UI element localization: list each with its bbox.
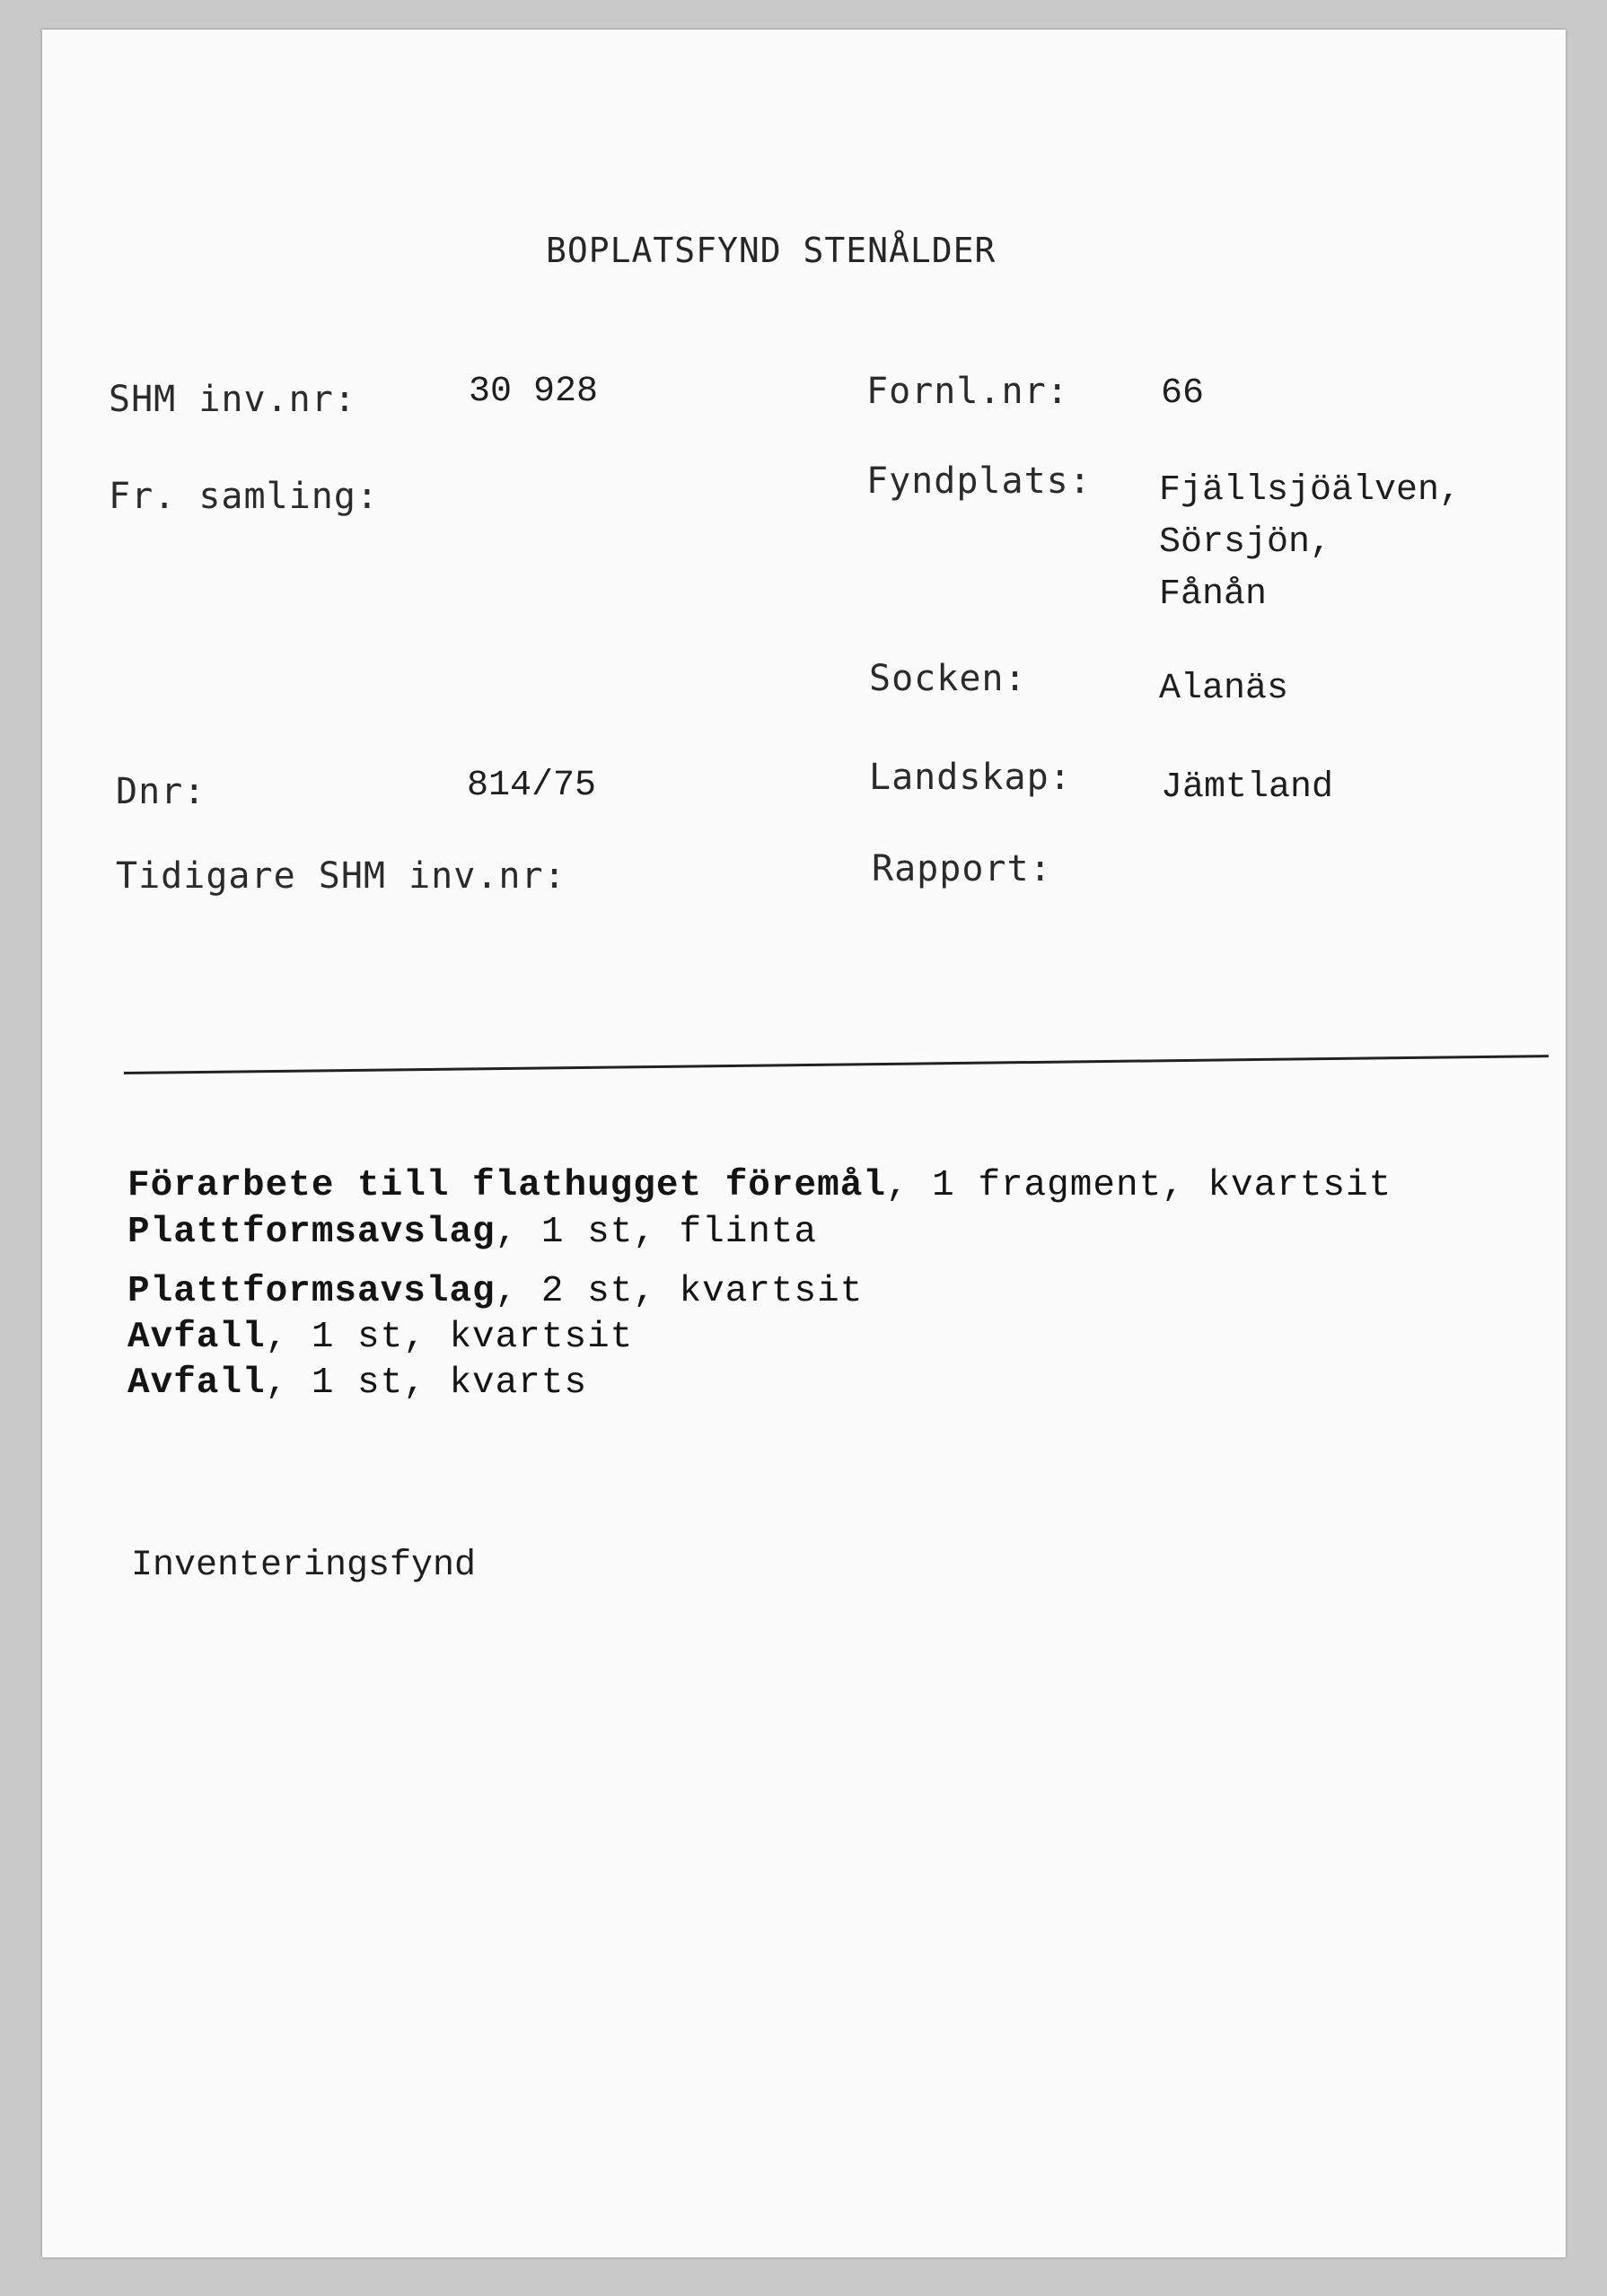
note-text: Inventeringsfynd (131, 1546, 477, 1586)
find-item (127, 1212, 817, 1253)
fyndplats-line: Fånån (1159, 574, 1268, 615)
dnr-label: Dnr: (116, 771, 206, 812)
find-details: , 1 st, kvartsit (265, 1317, 634, 1358)
dnr-value: 814/75 (467, 766, 597, 806)
fr-samling-label: Fr. samling: (109, 476, 379, 517)
find-details: , 1 st, flinta (495, 1212, 818, 1253)
find-name: Avfall (127, 1363, 266, 1404)
rapport-label: Rapport: (872, 848, 1052, 889)
find-name: Avfall (127, 1317, 266, 1358)
fyndplats-line: Sörsjön, (1159, 522, 1332, 563)
fornl-nr-label: Fornl.nr: (866, 371, 1069, 412)
find-details: , 1 st, kvarts (265, 1363, 588, 1404)
socken-value: Alanäs (1159, 669, 1289, 709)
find-name: Förarbete till flathugget föremål (127, 1165, 886, 1206)
find-item (127, 1317, 633, 1358)
find-item (127, 1271, 863, 1312)
find-details: , 1 fragment, kvartsit (885, 1165, 1392, 1206)
fyndplats-value (1159, 465, 1461, 621)
socken-label: Socken: (869, 658, 1027, 699)
find-item (127, 1165, 1392, 1206)
shm-inv-nr-label: SHM inv.nr: (109, 379, 356, 420)
landskap-value: Jämtland (1161, 767, 1334, 808)
landskap-label: Landskap: (869, 757, 1072, 798)
find-name: Plattformsavslag (127, 1271, 496, 1312)
fyndplats-line: Fjällsjöälven, (1159, 470, 1462, 511)
catalog-card (42, 30, 1566, 2257)
fornl-nr-value: 66 (1161, 373, 1205, 414)
fyndplats-label: Fyndplats: (866, 460, 1092, 502)
find-details: , 2 st, kvartsit (495, 1271, 864, 1312)
tidigare-shm-inv-nr-label: Tidigare SHM inv.nr: (116, 855, 566, 897)
find-name: Plattformsavslag (127, 1212, 496, 1253)
card-title: BOPLATSFYND STENÅLDER (546, 231, 997, 270)
find-item (127, 1363, 587, 1404)
shm-inv-nr-value: 30 928 (469, 372, 599, 412)
